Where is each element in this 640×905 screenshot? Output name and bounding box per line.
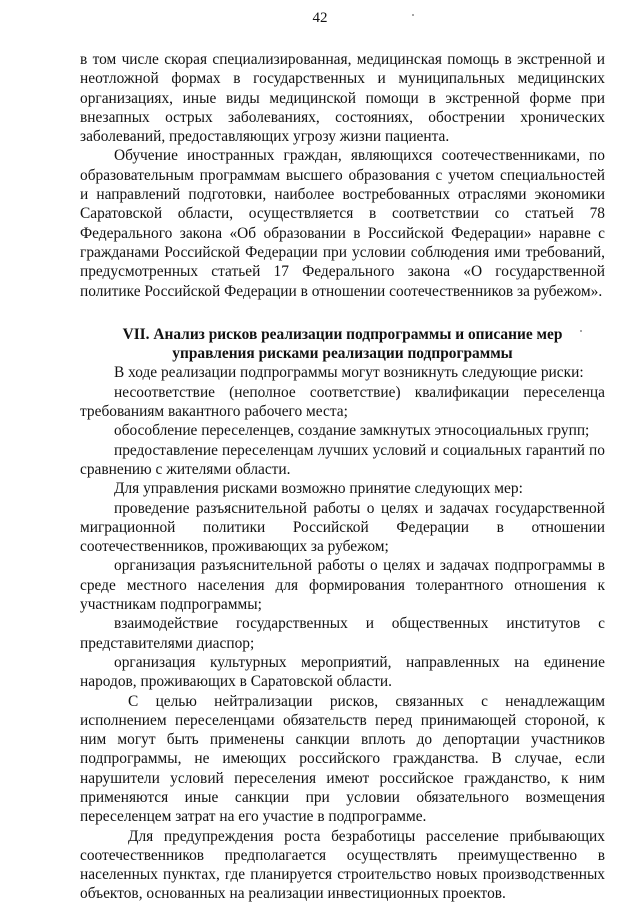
scan-speck [412, 14, 414, 16]
paragraph-medical-continuation: в том числе скорая специализированная, медицинская помощь в экстренной и неотложной формах в государственных и муниципальных медицинских организациях, иные виды медицинской помощи в экстренной форме при внезапных острых заболеваниях, состояниях, обострении хронических заболеваний, предоставляющих угрозу жизни пациента. [80, 51, 605, 146]
section-heading [80, 325, 605, 364]
section-heading-line-1: VII. Анализ рисков реализации подпрограммы и описание мер [122, 325, 563, 343]
paragraph-risk-1: несоответствие (неполное соответствие) квалификации переселенца требованиям вакантного рабочего места; [80, 383, 605, 421]
section-heading-line-2: управления рисками реализации подпрограммы [172, 345, 513, 363]
document-body [80, 50, 605, 904]
paragraph-unemployment: Для предупреждения роста безработицы расселение прибывающих соотечественников предполагается осуществлять преимущественно в населенных пунктах, где планируется строительство новых производственных объектов, основанных на реализации инвестиционных проектов. [80, 827, 605, 903]
paragraph-risk-3: предоставление переселенцам лучших условий и социальных гарантий по сравнению с жителями области. [80, 441, 605, 478]
scan-speck [580, 330, 582, 332]
paragraph-measure-4: организация культурных мероприятий, направленных на единение народов, проживающих в Саратовской области. [80, 653, 605, 691]
paragraph-risk-2: обособление переселенцев, создание замкнутых этносоциальных групп; [114, 422, 590, 440]
page-number: 42 [312, 10, 328, 26]
paragraph-measure-1: проведение разъяснительной работы о целях и задачах государственной миграционной политики Российской Федерации в отношении соотечественников, проживающих за рубежом; [80, 499, 605, 556]
paragraph-risks-intro: В ходе реализации подпрограммы могут возникнуть следующие риски: [114, 364, 584, 382]
paragraph-measures-intro: Для управления рисками возможно принятие следующих мер: [114, 480, 523, 498]
paragraph-education: Обучение иностранных граждан, являющихся соотечественниками, по образовательным программам высшего образования с учетом специальностей и направлений подготовки, наиболее востребованных отраслями экономики Саратовской области, осуществляется в соответствии со статьей 78 Федерального закона «Об образовании в Российской Федерации» наравне с гражданами Российской Федерации при условии соблюдения ими требований, предусмотренных статьей 17 Федерального закона «О государственной политике Российской Федерации в отношении соотечественников за рубежом». [80, 147, 605, 300]
paragraph-measure-2: организация разъяснительной работы о целях и задачах подпрограммы в среде местного населения для формирования толерантного отношения к участникам подпрограммы; [80, 557, 605, 614]
paragraph-measure-3: взаимодействие государственных и общественных институтов с представителями диаспор; [80, 615, 605, 652]
paragraph-sanctions: С целью нейтрализации рисков, связанных с ненадлежащим исполнением переселенцами обязательств перед принимающей стороной, к ним могут быть применены санкции вплоть до депортации участников подпрограммы, не имеющих российского гражданства. В случае, если нарушители условий переселения имеют российское гражданство, к ним применяются иные санкции при условии обязательного возмещения переселенцем затрат на его участие в подпрограмме. [80, 692, 605, 826]
